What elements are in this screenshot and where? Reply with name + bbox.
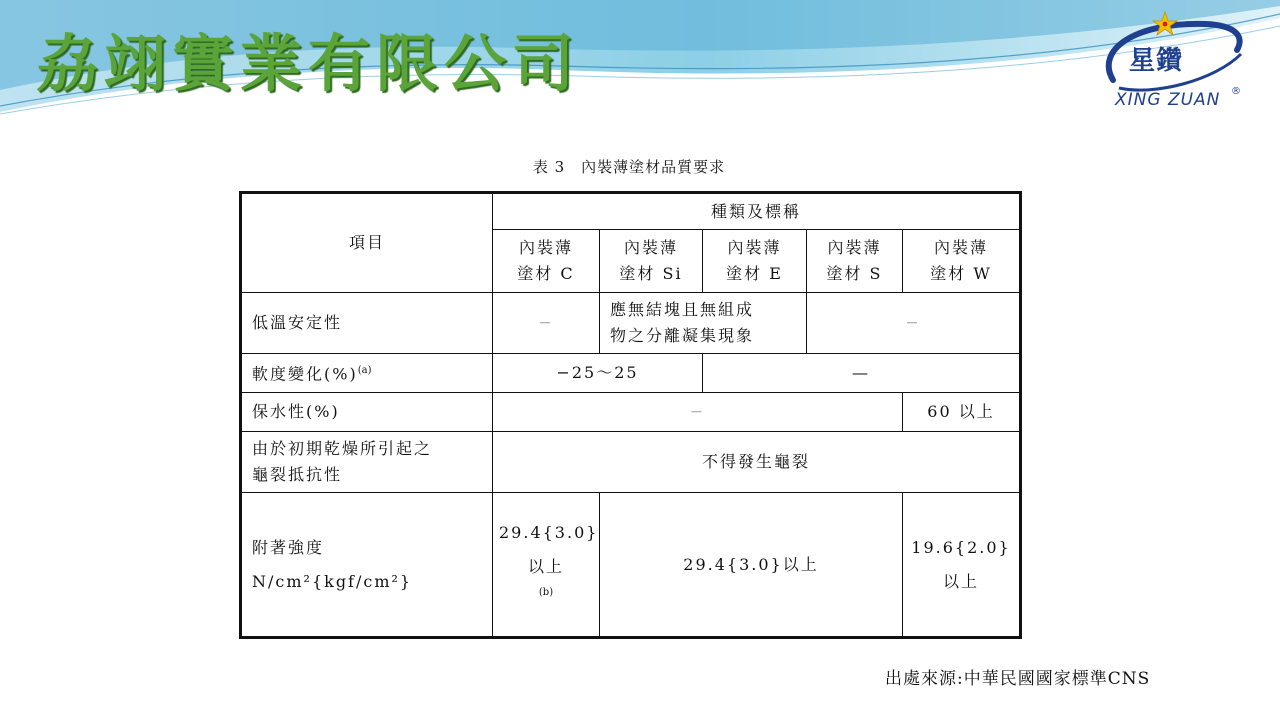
- table-row: [241, 354, 1021, 393]
- quality-table-document: [232, 150, 1026, 644]
- type-e-header: 內裝薄 塗材 E: [703, 230, 807, 293]
- logo-chinese-text: 星鑽: [1129, 46, 1184, 76]
- company-logo: [1095, 10, 1245, 110]
- water-retention-label: 保水性(%): [241, 393, 493, 432]
- type-s-header: 內裝薄 塗材 S: [807, 230, 903, 293]
- adhesion-strength-label: 附著強度 N/cm²{kgf/cm²}: [241, 493, 493, 638]
- kind-header: 種類及標稱: [493, 193, 1021, 230]
- low-temp-stability-label: 低溫安定性: [241, 293, 493, 354]
- quality-requirements-table: [239, 191, 1022, 639]
- table-row: [241, 493, 1021, 638]
- softness-change-label: 軟度變化(%)$^{(a)}$: [241, 354, 493, 393]
- low-temp-si-e-value: 應無結塊且無組成 物之分離凝集現象: [600, 293, 807, 354]
- type-c-header: 內裝薄 塗材 C: [493, 230, 600, 293]
- adhesion-si-s-value: 29.4{3.0}以上: [600, 493, 903, 638]
- crack-resistance-value: 不得發生龜裂: [493, 432, 1021, 493]
- table-row: [241, 393, 1021, 432]
- water-retention-c-s-value: —: [493, 393, 903, 432]
- registered-mark: ®: [1231, 86, 1241, 97]
- source-citation: 出處來源:中華民國國家標準CNS: [885, 669, 1151, 689]
- adhesion-w-value: 19.6{2.0} 以上: [903, 493, 1021, 638]
- low-temp-c-value: —: [493, 293, 600, 354]
- adhesion-c-value: 29.4{3.0} 以上 $^{(b)}$: [493, 493, 600, 638]
- low-temp-rest-value: —: [807, 293, 1021, 354]
- logo-english-text: XING ZUAN: [1115, 90, 1221, 110]
- crack-resistance-label: 由於初期乾燥所引起之 龜裂抵抗性: [241, 432, 493, 493]
- company-title: 劦翊實業有限公司: [36, 27, 581, 100]
- type-si-header: 內裝薄 塗材 Si: [600, 230, 703, 293]
- softness-c-si-value: −25～25: [493, 354, 703, 393]
- table-header-row: [241, 193, 1021, 230]
- table-row: [241, 432, 1021, 493]
- table-caption: 表 3 內裝薄塗材品質要求: [532, 158, 726, 176]
- type-w-header: 內裝薄 塗材 W: [903, 230, 1021, 293]
- water-retention-w-value: 60 以上: [903, 393, 1021, 432]
- item-header: 項目: [241, 193, 493, 293]
- softness-rest-value: —: [703, 354, 1021, 393]
- table-row: [241, 293, 1021, 354]
